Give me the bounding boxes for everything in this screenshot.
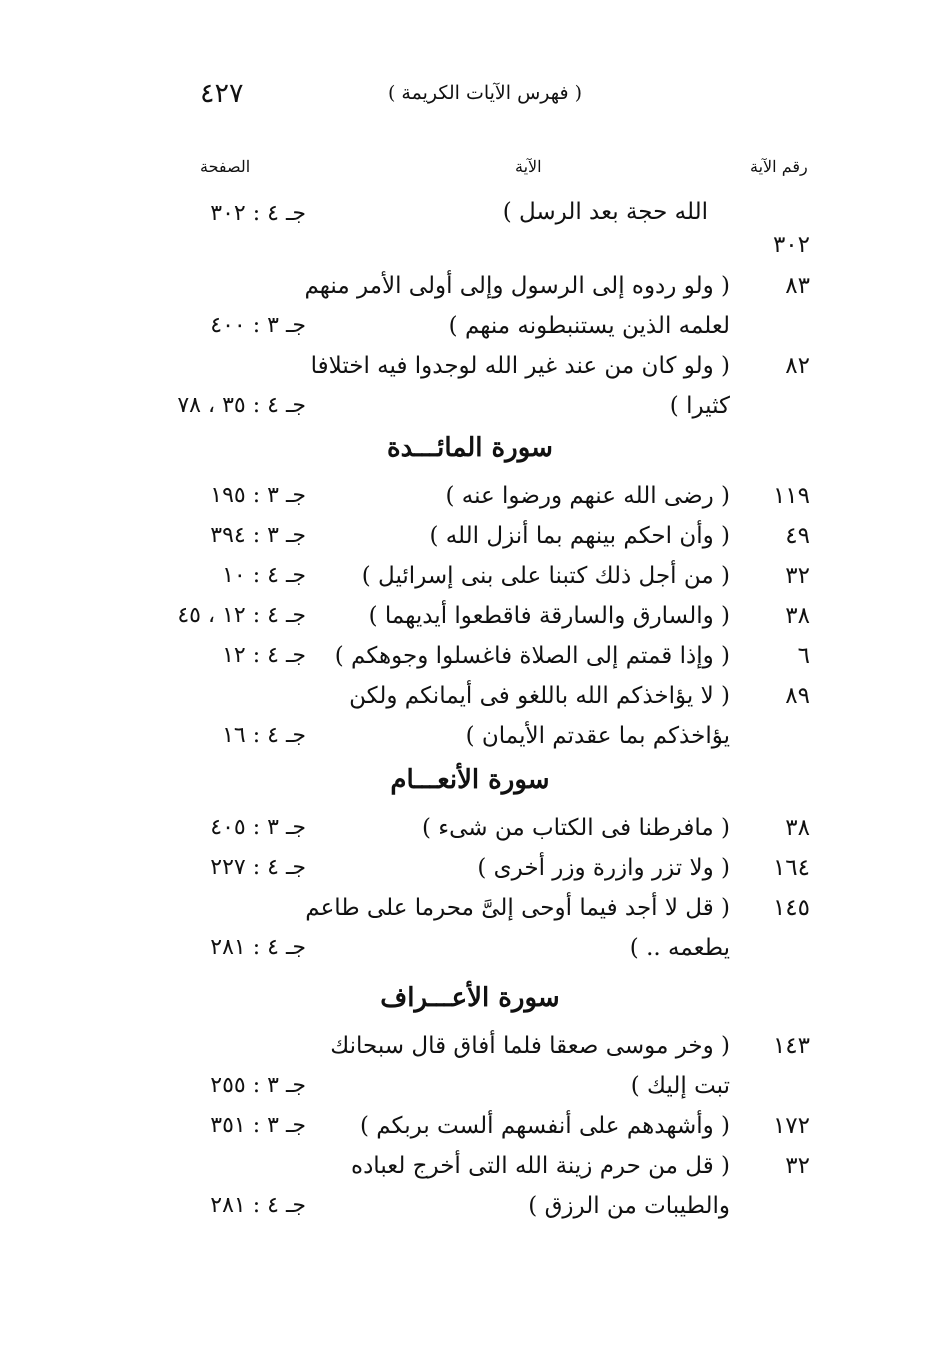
page-reference: جـ ٣ : ٣٥١ bbox=[210, 1113, 306, 1138]
page-reference: جـ ٤ : ٣٥ ، ٧٨ bbox=[177, 393, 306, 418]
verse-line: الله حجة بعد الرسل ) bbox=[502, 199, 708, 225]
verse-line: ( رضى الله عنهم ورضوا عنه ) bbox=[445, 483, 730, 509]
verse-line: ( قل لا أجد فيما أوحى إلىَّ محرما على طاعم bbox=[305, 895, 730, 921]
column-header-page: الصفحة bbox=[200, 157, 251, 176]
verse-number: ٣٨ bbox=[785, 603, 810, 629]
verse-number: ٤٩ bbox=[785, 523, 810, 549]
verse-line: ( وأن احكم بينهم بما أنزل الله ) bbox=[429, 523, 730, 549]
verse-line: ( وإذا قمتم إلى الصلاة فاغسلوا وجوهكم ) bbox=[334, 643, 730, 669]
verse-line: ( وأشهدهم على أنفسهم ألست بربكم ) bbox=[359, 1113, 730, 1139]
verse-line: لعلمه الذين يستنبطونه منهم ) bbox=[448, 313, 730, 339]
verse-number: ١٧٢ bbox=[772, 1113, 810, 1139]
verse-line: تبت إليك ) bbox=[630, 1073, 730, 1099]
verse-line: والطيبات من الرزق ) bbox=[528, 1193, 730, 1219]
page-reference: جـ ٤ : ٢٨١ bbox=[210, 1193, 306, 1218]
page-reference: جـ ٤ : ٢٢٧ bbox=[210, 855, 306, 880]
verse-line: ( ولو ردوه إلى الرسول وإلى أولى الأمر منهم bbox=[304, 273, 730, 299]
page-reference: جـ ٣ : ٤٠٥ bbox=[210, 815, 306, 840]
page-reference: جـ ٣ : ٣٩٤ bbox=[210, 523, 306, 548]
verse-line: ( مافرطنا فى الكتاب من شىء ) bbox=[421, 815, 730, 841]
verse-number: ٣٢ bbox=[785, 1153, 810, 1179]
page-reference: جـ ٤ : ١٦ bbox=[222, 723, 306, 748]
verse-number: ١١٩ bbox=[772, 483, 810, 509]
column-header-verse: الآية bbox=[515, 157, 542, 176]
verse-number: ٣٢ bbox=[785, 563, 810, 589]
verse-number: ١٤٥ bbox=[772, 895, 810, 921]
verse-line: ( من أجل ذلك كتبنا على بنى إسرائيل ) bbox=[361, 563, 730, 589]
column-header-number: رقم الآية bbox=[750, 157, 808, 176]
page-reference: جـ ٣ : ٢٥٥ bbox=[210, 1073, 306, 1098]
page-number: ٤٢٧ bbox=[200, 78, 244, 109]
page-reference: جـ ٤ : ١٢ bbox=[222, 643, 306, 668]
running-title: ( فهرس الآيات الكريمة ) bbox=[387, 82, 583, 104]
verse-number: ١٤٣ bbox=[772, 1033, 810, 1059]
verse-number: ٦ bbox=[797, 643, 810, 669]
verse-number: ٣٠٢ bbox=[772, 232, 810, 258]
verse-line: ( ولو كان من عند غير الله لوجدوا فيه اختلافا bbox=[310, 353, 730, 379]
verse-line: يطعمه .. ) bbox=[629, 935, 730, 961]
sura-heading: سورة المائـــدة bbox=[387, 433, 553, 463]
verse-line: كثيرا ) bbox=[669, 393, 730, 419]
page-reference: جـ ٤ : ٢٨١ bbox=[210, 935, 306, 960]
page-reference: جـ ٣ : ١٩٥ bbox=[210, 483, 306, 508]
page-reference: جـ ٤ : ٣٠٢ bbox=[210, 201, 306, 226]
page-reference: جـ ٣ : ٤٠٠ bbox=[210, 313, 306, 338]
page-reference: جـ ٤ : ١٠ bbox=[222, 563, 306, 588]
verse-line: ( وخر موسى صعقا فلما أفاق قال سبحانك bbox=[330, 1033, 730, 1059]
verse-number: ٨٣ bbox=[785, 273, 810, 299]
sura-heading: سورة الأعـــراف bbox=[380, 983, 560, 1013]
verse-line: ( لا يؤاخذكم الله باللغو فى أيمانكم ولكن bbox=[349, 683, 730, 709]
verse-number: ٨٩ bbox=[785, 683, 810, 709]
sura-heading: سورة الأنعـــام bbox=[390, 765, 550, 795]
verse-line: ( ولا تزر وازرة وزر أخرى ) bbox=[477, 855, 730, 881]
verse-number: ٨٢ bbox=[785, 353, 810, 379]
verse-line: ( قل من حرم زينة الله التى أخرج لعباده bbox=[351, 1153, 730, 1179]
verse-line: ( والسارق والسارقة فاقطعوا أيديهما ) bbox=[368, 603, 730, 629]
verse-number: ٣٨ bbox=[785, 815, 810, 841]
verse-number: ١٦٤ bbox=[772, 855, 810, 881]
page-reference: جـ ٤ : ١٢ ، ٤٥ bbox=[177, 603, 306, 628]
verse-line: يؤاخذكم بما عقدتم الأيمان ) bbox=[465, 723, 730, 749]
